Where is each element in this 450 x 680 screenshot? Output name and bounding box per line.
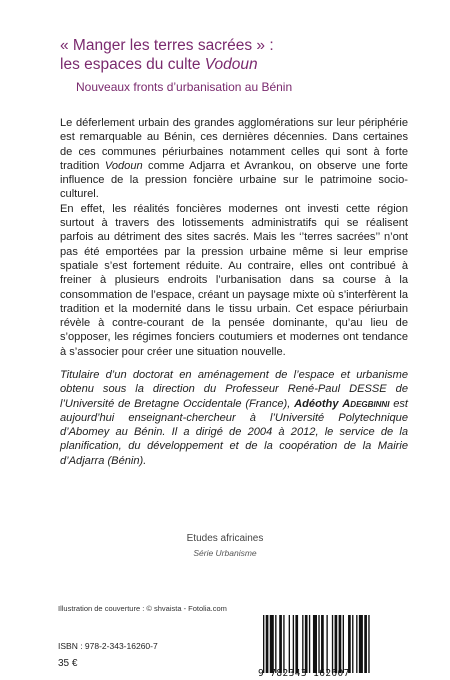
- title-line-2-text: les espaces du culte: [60, 56, 205, 73]
- barcode-image: [263, 615, 409, 673]
- author-first-name: Adéothy: [294, 397, 339, 410]
- isbn: ISBN : 978-2-343-16260-7: [58, 641, 158, 651]
- barcode-digits: 9 782343 162607: [258, 668, 350, 679]
- p1-text-a: Le déferlement urbain des grandes agglomérations sur leur périphérie est remarquable au Bénin, ces dernières décennies. Dans certaines de ces communes périurbaines notamment celles qui sont à forte tradition: [60, 117, 408, 172]
- title-line-2-italic: Vodoun: [204, 56, 258, 73]
- collection-name: Etudes africaines: [186, 533, 264, 544]
- series-name: Série Urbanisme: [193, 548, 257, 558]
- bio-text-b: est aujourd’hui enseignant-chercheur à l’Université Polytechnique d’Abomey au Bénin. Il a dirigé de 2004 à 2012, le service de la planification, du développement et de la coopération de la Mairie d’Adjarra (Bénin).: [60, 397, 409, 467]
- p1-italic: Vodoun: [104, 159, 143, 172]
- bio-text-a: Titulaire d’un doctorat en aménagement de l’espace et urbanisme obtenu sous la direction du Professeur René-Paul DESSE de l’Université de Bretagne Occidentale (France),: [60, 369, 408, 410]
- title-line-2: [60, 55, 400, 74]
- author-last-name: Adegbinni: [342, 397, 390, 410]
- price: 35 €: [58, 658, 78, 669]
- summary-paragraph-2: En effet, les réalités foncières modernes ont investi cette région surtout à travers des lotissements administratifs qui se réalisent parfois au détriment des sites sacrés. Mais les ‘’terres sacrées’’ n’ont pas été emportées par la pression urbaine même si leur emprise spatiale s’est fortement réduite. Au contraire, elles ont contribué à freiner à plusieurs endroits l’urbanisation dans sa course à la consommation de l’espace, créant un paysage mixte où s’interfèrent la tradition et la modernité dans le tissu urbain. Cet espace périurbain révèle à contre-courant de la pensée dominante, qu’au lieu de s’opposer, les régimes fonciers coutumiers et modernes ont tendance à s’associer pour créer une situation nouvelle.: [60, 202, 408, 358]
- p1-text-b: comme Adjarra et Avrankou, on observe une forte influence de la pression foncière urbaine sur le patrimoine socio-culturel.: [60, 159, 408, 201]
- book-subtitle: Nouveaux fronts d’urbanisation au Bénin: [76, 80, 293, 94]
- title-line-1: « Manger les terres sacrées » :: [60, 37, 274, 54]
- cover-credit: Illustration de couverture : © shvaista - Fotolia.com: [58, 604, 227, 613]
- summary-text: [60, 116, 408, 359]
- book-title: [60, 36, 400, 74]
- summary-paragraph-1: [60, 116, 408, 202]
- author-bio: [60, 368, 408, 468]
